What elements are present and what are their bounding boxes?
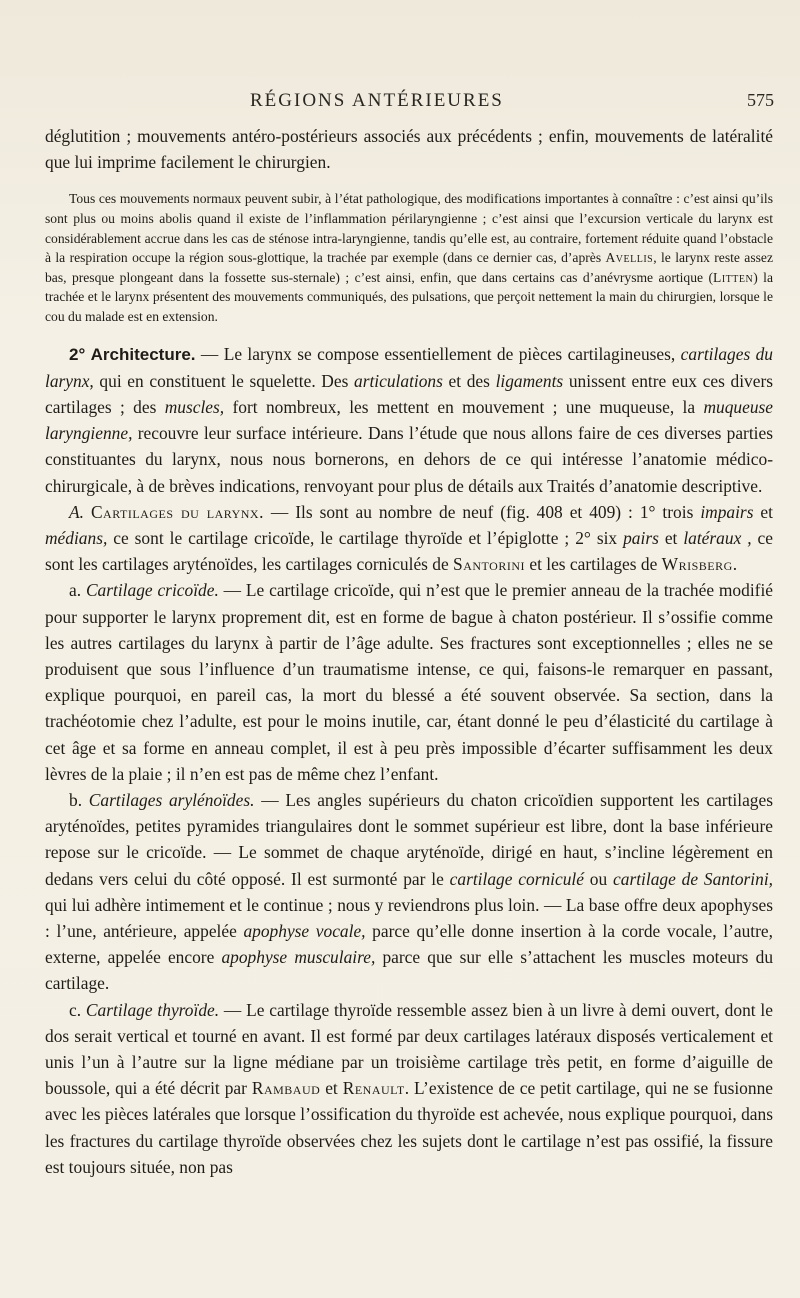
text-run: — Le cartilage cricoïde, qui n’est que le premier anneau de la trachée modifié pour supporter le larynx proprement dit, est en forme de bague à chaton postérieur. Il s’ossifie comme les autres cartilages du larynx à partir de l’âge adulte. Ses fractures sont exceptionnelles ; elles ne se produisent que sous l’influence d’un traumatisme intense, ce qui, faisons-le remarquer en passant, explique pourquoi, en pareil cas, la mort du blessé a été souvent observée. Sa section, dans la trachéotomie chez l’adulte, est pour le moins inutile, car, étant donné le peu d’élasticité du cartilage à cet âge et sa forme en anneau complet, il est à peu près impossible d’écarter suffisamment les deux lèvres de la plaie ; il n’en est pas de même chez l’enfant.	[45, 580, 773, 784]
paragraph-item-b	[45, 787, 773, 997]
term-apophyse-musculaire: apophyse musculaire,	[221, 947, 376, 968]
text-run: ce sont les cartilages aryténoïdes, les cartilages corniculés de	[45, 527, 773, 575]
text-run: et	[320, 1078, 343, 1099]
term-ligaments: ligaments	[495, 370, 564, 391]
text-run: fort nombreux, les mettent en mouvement ; une muqueuse, la	[224, 396, 704, 417]
paragraph-item-c	[45, 997, 773, 1180]
term-cartilage-cornicule: cartilage corniculé	[449, 868, 584, 889]
text-run: unissent entre eux ces divers cartilages ; des	[45, 370, 773, 417]
text-run: qui en constituent le squelette. Des	[93, 370, 354, 391]
text-run: ou	[583, 868, 614, 889]
text-run: et des	[442, 370, 496, 391]
text-run: qui lui adhère intimement et le continue ; nous y reviendrons plus loin. — La base offre deux apophyses : l’une, antérieure, appelée	[45, 894, 773, 942]
section-heading-cartilages: Cartilages du larynx.	[90, 501, 264, 522]
section-heading-architecture: Architecture.	[90, 344, 196, 364]
paragraph-architecture	[45, 341, 773, 499]
text-run: — Les angles supérieurs du chaton cricoïdien supportent les cartilages aryténoïdes, petites pyramides triangulaires dont le sommet supérieur est libre, dont la base inférieure repose sur le cricoïde. — Le sommet de chaque aryténoïde, dirigé en haut, s’incline légèrement en dedans vers celui du côté opposé. Il est surmonté par le	[45, 790, 773, 889]
paragraph-section-a	[45, 499, 773, 578]
text-run: ce sont le cartilage cricoïde, le cartilage thyroïde et l’épiglotte ; 2° six	[107, 527, 624, 548]
author-avellis: Avellis	[605, 250, 654, 266]
term-cartilages: cartilages du larynx,	[45, 343, 773, 391]
author-litten: Litten	[713, 269, 754, 285]
item-heading-arytenoides: Cartilages arylénoïdes.	[88, 790, 255, 811]
text-run: — Le larynx se compose essentiellement de pièces cartilagineuses,	[195, 343, 681, 364]
author-wrisberg: Wrisberg	[661, 554, 733, 575]
section-label-a: A.	[69, 501, 84, 522]
text-run: — Ils sont au nombre de neuf (fig. 408 et 409) : 1° trois	[263, 501, 701, 522]
term-pairs: pairs	[623, 527, 659, 548]
text-run: parce que sur elle s’attachent les muscles moteurs du cartilage.	[45, 947, 774, 994]
item-heading-thyroide: Cartilage thyroïde.	[85, 999, 220, 1020]
term-muscles: muscles,	[164, 396, 225, 417]
term-impairs: impairs	[700, 501, 754, 522]
text-run: . L’existence de ce petit cartilage, qui ne se fusionne avec les pièces latérales que lorsque l’ossification du thyroïde est achevée, nous explique pourquoi, dans les fractures du cartilage thyroïde observées chez les sujets dont le cartilage n’est pas ossifié, la fissure est toujours située, non pas	[45, 1078, 773, 1177]
author-renault: Renault	[342, 1078, 405, 1099]
running-head-title: RÉGIONS ANTÉRIEURES	[250, 90, 504, 111]
paragraph-intro: déglutition ; mouvements antéro-postérieurs associés aux précédents ; enfin, mouvements de latéralité que lui imprime facilement le chirurgien.	[45, 126, 773, 173]
author-rambaud: Rambaud	[251, 1078, 321, 1099]
term-apophyse-vocale: apophyse vocale,	[243, 921, 366, 942]
page-number: 575	[747, 90, 774, 110]
term-lateraux: latéraux ,	[683, 527, 752, 548]
text-run: et	[753, 501, 773, 522]
note-text-1: Tous ces mouvements normaux peuvent subir, à l’état pathologique, des modifications importantes à connaître : c’est ainsi qu’ils sont plus ou moins abolis quand il existe de l’inflammation périlaryngienne ; c’est ainsi que l’excursion verticale du larynx est considérablement accrue dans les cas de sténose intra-laryngienne, tandis qu’elle est, au contraire, fortement réduite quand l’obstacle à la respiration occupe la région sous-glottique, la trachée par exemple (dans ce dernier cas, d’après	[45, 191, 773, 266]
section-number: 2°	[69, 344, 86, 364]
item-label-b: b.	[69, 790, 83, 811]
term-articulations: articulations	[354, 370, 443, 391]
item-label-c: c.	[69, 999, 82, 1020]
term-muqueuse: muqueuse laryngienne,	[45, 396, 774, 444]
text-run: — Le cartilage thyroïde ressemble assez bien à un livre à demi ouvert, dont le dos serait vertical et tourné en avant. Il est formé par deux cartilages latéraux disposés verticalement et unis l’un à l’autre sur la ligne médiane par un troisième cartilage très petit, en forme d’aiguille de boussole, qui a été décrit par	[45, 999, 773, 1099]
item-heading-cricoide: Cartilage cricoïde.	[85, 580, 219, 601]
paragraph-item-a	[45, 577, 773, 787]
term-medians: médians,	[45, 527, 108, 548]
text-run: recouvre leur surface intérieure. Dans l’étude que nous allons faire de ces diverses parties constituantes du larynx, nous nous bornerons, en dehors de ce qui intéresse l’anatomie médico-chirurgicale, à de brèves indications, renvoyant pour plus de détails aux Traités d’anatomie descriptive.	[45, 423, 773, 496]
text-run: et	[658, 527, 684, 548]
text-run: et les cartilages de	[525, 554, 662, 575]
note-text-3: ) la trachée et le larynx présentent des mouvements communiqués, des pulsations, que perçoit nettement la main du chirurgien, lorsque le cou du malade est en extension.	[45, 269, 773, 324]
paragraph-small-note	[45, 189, 773, 326]
running-head	[0, 90, 800, 112]
text-run: parce qu’elle donne insertion à la corde vocale, l’autre, externe, appelée encore	[45, 921, 773, 968]
note-text-2: , le larynx reste assez bas, presque plongeant dans la fossette sus-sternale) ; c’est ainsi, enfin, que dans certains cas d’anévrysme aortique (	[45, 250, 773, 285]
item-label-a: a.	[69, 580, 82, 601]
author-santorini: Santorini	[453, 554, 525, 575]
term-cartilage-santorini: cartilage de Santorini,	[613, 868, 774, 889]
text-run: .	[732, 554, 738, 575]
body-text	[45, 123, 773, 1180]
